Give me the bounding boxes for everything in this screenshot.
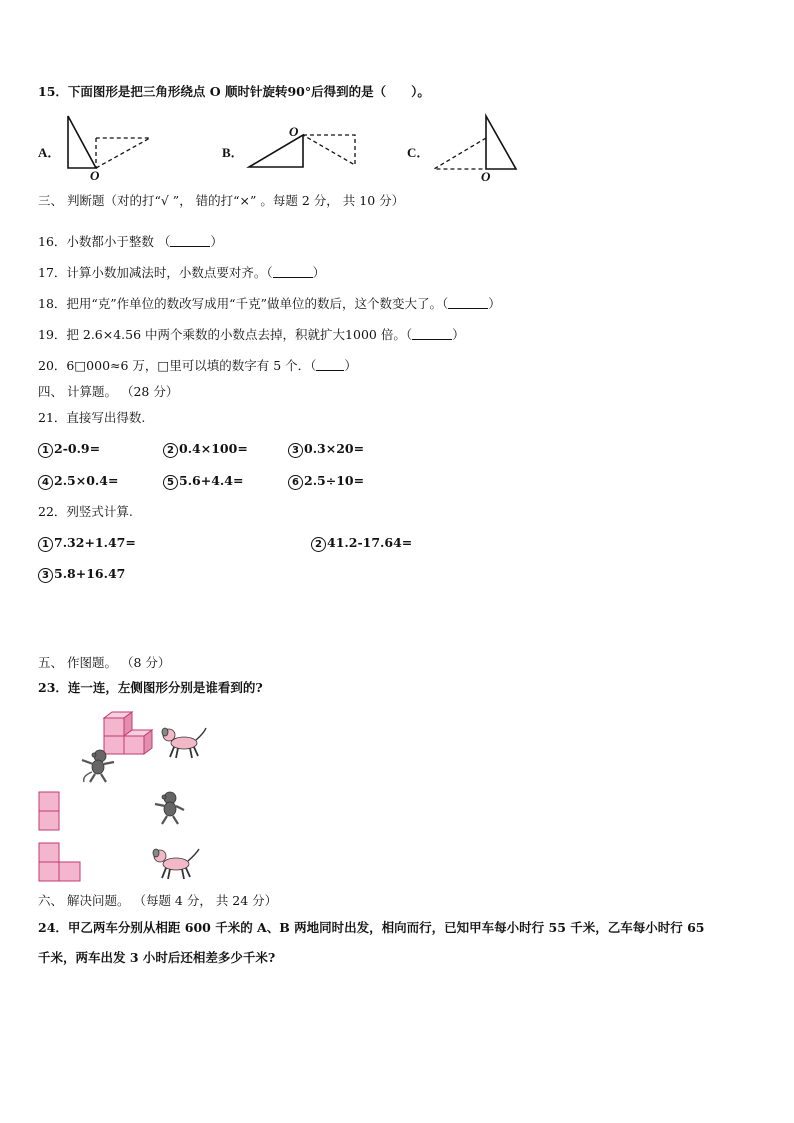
calc-item bbox=[163, 473, 243, 490]
calc-item bbox=[288, 473, 364, 490]
vertical-calc-item bbox=[38, 535, 136, 552]
calc-expression: 41.2-17.64= bbox=[327, 535, 413, 550]
section-3-heading: 三、 判断题（对的打“√ ”， 错的打“×” 。每题 2 分， 共 10 分） bbox=[38, 193, 405, 208]
question-24-line-2: 千米，两车出发 3 小时后还相差多少千米? bbox=[38, 950, 276, 965]
option-b-figure bbox=[245, 125, 365, 175]
circled-number: 3 bbox=[38, 568, 53, 583]
question-17-text: 17．计算小数加减法时，小数点要对齐。（ bbox=[38, 265, 273, 280]
circled-number: 2 bbox=[163, 443, 178, 458]
answer-blank[interactable] bbox=[412, 327, 452, 340]
question-18-close: ） bbox=[488, 296, 501, 311]
question-17-close: ） bbox=[312, 265, 326, 280]
vertical-calc-item bbox=[311, 535, 412, 552]
calc-item bbox=[38, 473, 118, 490]
question-21-text: 21．直接写出得数. bbox=[38, 410, 146, 425]
point-o-label-a: O bbox=[90, 168, 100, 183]
question-18-text: 18．把用“克”作单位的数改写成用“千克”做单位的数后，这个数变大了。（ bbox=[38, 296, 449, 311]
calc-expression: 2.5÷10= bbox=[304, 473, 365, 488]
question-16-text: 16．小数都小于整数 （ bbox=[38, 234, 171, 249]
calc-expression: 2.5×0.4= bbox=[54, 473, 119, 488]
section-5-heading: 五、 作图题。 （8 分） bbox=[38, 655, 171, 670]
monkey-icon bbox=[150, 790, 190, 826]
calc-expression: 5.8+16.47 bbox=[54, 566, 126, 581]
dog-icon bbox=[150, 846, 202, 882]
point-o-label-c: O bbox=[481, 169, 491, 184]
circled-number: 1 bbox=[38, 537, 53, 552]
answer-blank[interactable] bbox=[273, 265, 313, 278]
option-a-label: A． bbox=[38, 145, 61, 160]
calc-expression: 0.4×100= bbox=[179, 441, 248, 456]
option-c-figure bbox=[430, 112, 530, 182]
question-16 bbox=[38, 234, 223, 250]
dog-icon bbox=[160, 725, 208, 761]
calc-expression: 2-0.9= bbox=[54, 441, 101, 456]
question-19-text: 19．把 2.6×4.56 中两个乘数的小数点去掉，积就扩大1000 倍。（ bbox=[38, 327, 413, 342]
view-l-shape bbox=[38, 842, 84, 884]
option-a-figure bbox=[60, 112, 160, 182]
circled-number: 2 bbox=[311, 537, 326, 552]
calc-item bbox=[288, 441, 364, 458]
circled-number: 1 bbox=[38, 443, 53, 458]
calc-expression: 0.3×20= bbox=[304, 441, 365, 456]
question-18 bbox=[38, 296, 501, 312]
vertical-calc-item bbox=[38, 566, 125, 583]
question-20 bbox=[38, 358, 357, 374]
question-15-text: 15．下面图形是把三角形绕点 O 顺时针旋转90°后得到的是（ ）。 bbox=[38, 84, 430, 99]
question-24-line-1: 24．甲乙两车分别从相距 600 千米的 A、B 两地同时出发，相向而行，已知甲车每小时行 55 千米，乙车每小时行 65 bbox=[38, 920, 705, 935]
question-20-close: ） bbox=[344, 358, 357, 373]
question-17 bbox=[38, 265, 325, 281]
question-19-close: ） bbox=[452, 327, 465, 342]
answer-blank[interactable] bbox=[316, 358, 344, 371]
section-6-heading: 六、 解决问题。 （每题 4 分， 共 24 分） bbox=[38, 893, 278, 908]
circled-number: 3 bbox=[288, 443, 303, 458]
view-two-stacked-squares bbox=[38, 791, 62, 833]
question-22-text: 22．列竖式计算. bbox=[38, 504, 133, 519]
question-16-close: ） bbox=[210, 234, 223, 249]
circled-number: 5 bbox=[163, 475, 178, 490]
calc-expression: 5.6+4.4= bbox=[179, 473, 244, 488]
monkey-icon bbox=[78, 748, 118, 784]
option-c-label: C． bbox=[407, 145, 430, 160]
calc-item bbox=[38, 441, 100, 458]
circled-number: 4 bbox=[38, 475, 53, 490]
point-o-label-b: O bbox=[289, 124, 299, 139]
calc-expression: 7.32+1.47= bbox=[54, 535, 136, 550]
option-b-label: B． bbox=[222, 145, 244, 160]
calc-item bbox=[163, 441, 248, 458]
question-23-text: 23．连一连，左侧图形分别是谁看到的? bbox=[38, 680, 263, 695]
question-19 bbox=[38, 327, 465, 343]
question-20-text: 20．6□000≈6 万，□里可以填的数字有 5 个．（ bbox=[38, 358, 317, 373]
answer-blank[interactable] bbox=[448, 296, 488, 309]
circled-number: 6 bbox=[288, 475, 303, 490]
section-4-heading: 四、 计算题。 （28 分） bbox=[38, 384, 179, 399]
answer-blank[interactable] bbox=[170, 234, 210, 247]
